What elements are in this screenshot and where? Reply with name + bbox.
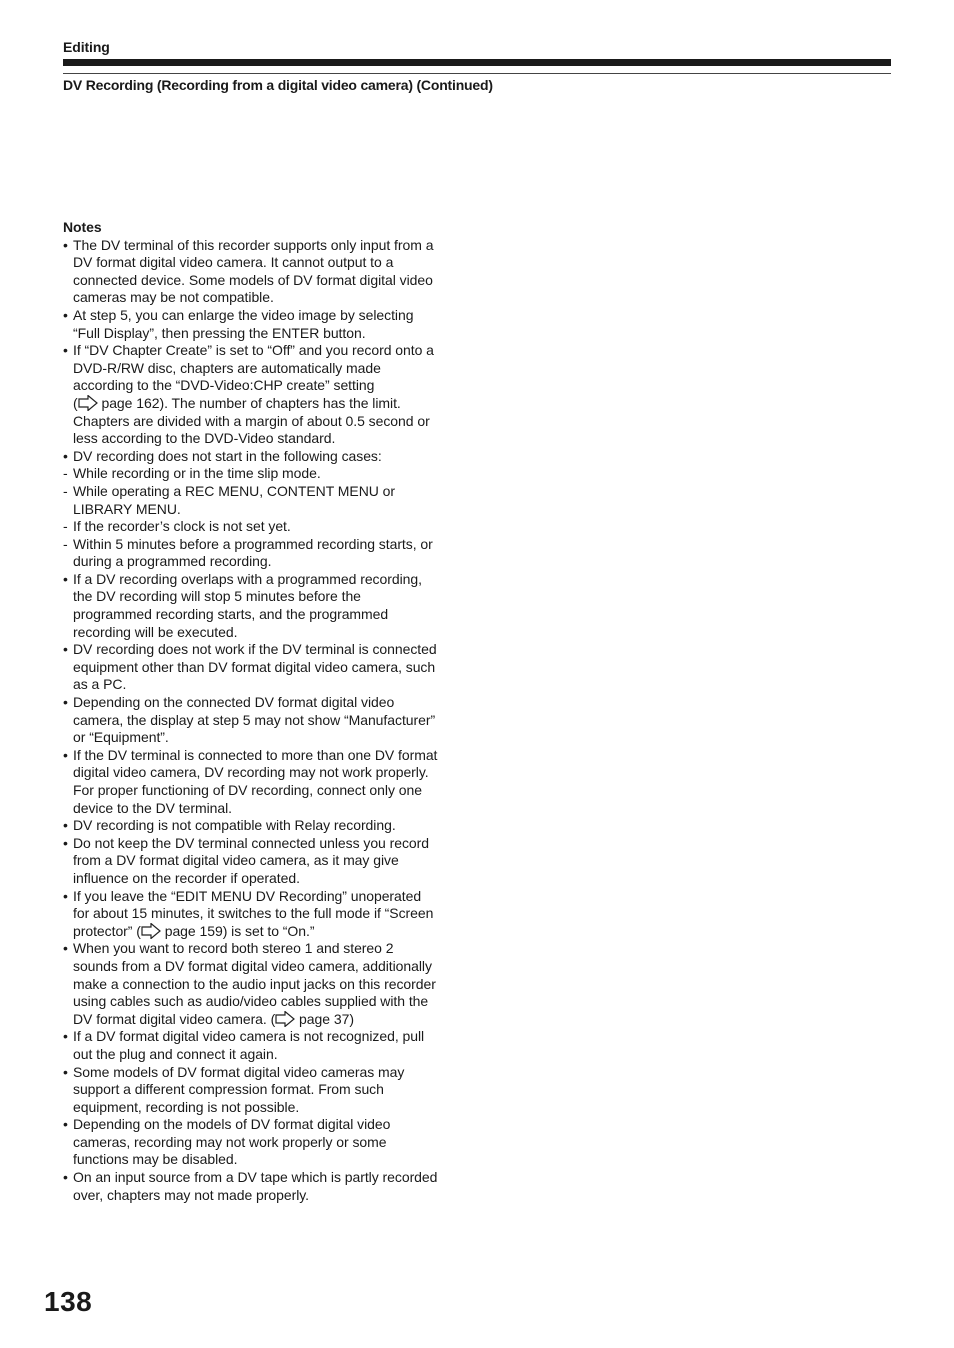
list-item — [63, 1169, 473, 1204]
list-item — [63, 571, 473, 641]
list-item — [63, 1028, 473, 1063]
note-text-part: page 37) — [295, 1010, 354, 1027]
note-text-part: If you leave the “EDIT MENU DV Recording” unoperated for about 15 minutes, it switches to the full mode if “Screen protector” ( — [73, 887, 434, 939]
bullet: • — [63, 1063, 68, 1080]
note-text: At step 5, you can enlarge the video image by selecting “Full Display”, then pressing the ENTER button. — [73, 306, 414, 341]
note-text: Do not keep the DV terminal connected unless you record from a DV format digital video camera, as it may give influence on the recorder if operated. — [73, 834, 430, 886]
note-text: Depending on the connected DV format digital video camera, the display at step 5 may not show “Manufacturer” or “Equipment”. — [73, 694, 436, 746]
bullet: • — [63, 342, 68, 359]
list-item — [63, 483, 473, 518]
note-text: If the recorder’s clock is not set yet. — [73, 518, 291, 535]
page-reference-arrow-icon — [141, 923, 161, 939]
notes-title: Notes — [63, 219, 102, 235]
note-text-part: page 159) is set to “On.” — [160, 922, 315, 939]
bullet: • — [63, 746, 68, 763]
list-item — [63, 1064, 473, 1117]
dash: - — [63, 482, 68, 499]
header-rule-thick — [63, 59, 891, 66]
bullet: • — [63, 447, 68, 464]
list-item — [63, 307, 473, 342]
bullet: • — [63, 1169, 68, 1186]
note-text: While recording or in the time slip mode. — [73, 465, 321, 482]
section-label: Editing — [63, 39, 110, 55]
bullet: • — [63, 694, 68, 711]
bullet: • — [63, 1116, 68, 1133]
list-item — [63, 237, 473, 307]
note-text: DV recording does not work if the DV terminal is connected equipment other than DV format digital video camera, such as a PC. — [73, 641, 437, 693]
note-text: While operating a REC MENU, CONTENT MENU or LIBRARY MENU. — [73, 482, 395, 517]
list-item — [63, 1116, 473, 1169]
bullet: • — [63, 1028, 68, 1045]
list-item — [63, 694, 473, 747]
list-item — [63, 518, 473, 536]
page-reference-arrow-icon — [275, 1011, 295, 1027]
page-reference-arrow-icon — [78, 395, 98, 411]
list-item — [63, 940, 473, 1028]
notes-section — [63, 219, 473, 1204]
note-text — [73, 888, 473, 941]
note-text: Depending on the models of DV format digital video cameras, recording may not work properly or some functions may be disabled. — [73, 1116, 391, 1168]
list-item — [63, 448, 473, 466]
note-text-part: page 162). The number of chapters has the limit. Chapters are divided with a margin of about 0.5 second or less according to the DVD-Video standard. — [73, 394, 430, 447]
list-item — [63, 465, 473, 483]
note-text — [73, 940, 473, 1028]
note-text: The DV terminal of this recorder supports only input from a DV format digital video camera. It cannot output to a connected device. Some models of DV format digital video cameras may be not compatible. — [73, 236, 434, 306]
bullet: • — [63, 887, 68, 904]
list-item — [63, 536, 473, 571]
bullet: • — [63, 641, 68, 658]
list-item — [63, 817, 473, 835]
list-item — [63, 747, 473, 817]
list-item — [63, 888, 473, 941]
list-item — [63, 835, 473, 888]
page-number: 138 — [44, 1286, 93, 1317]
bullet: • — [63, 236, 68, 253]
dash: - — [63, 518, 68, 535]
note-text: If a DV recording overlaps with a programmed recording, the DV recording will stop 5 minutes before the programmed recording starts, and the programmed recording will be executed. — [73, 570, 422, 640]
note-text: If the DV terminal is connected to more than one DV format digital video camera, DV recording may not work properly. For proper functioning of DV recording, connect only one device to the DV terminal. — [73, 746, 438, 816]
note-text-part: When you want to record both stereo 1 and stereo 2 sounds from a DV format digital video camera, additionally make a connection to the audio input jacks on this recorder using cables such as audio/video cables supplied with the DV format digital video camera. ( — [73, 940, 436, 1027]
bullet: • — [63, 817, 68, 834]
note-text-part: If “DV Chapter Create” is set to “Off” and you record onto a DVD-R/RW disc, chapters are automatically made according to the “DVD-Video:CHP create” setting ( — [73, 342, 434, 411]
bullet: • — [63, 570, 68, 587]
note-text: If a DV format digital video camera is not recognized, pull out the plug and connect it again. — [73, 1028, 425, 1062]
note-text — [73, 342, 473, 448]
bullet: • — [63, 306, 68, 323]
list-item — [63, 342, 473, 448]
note-text: Some models of DV format digital video cameras may support a different compression format. From such equipment, recording is not possible. — [73, 1063, 405, 1115]
dash: - — [63, 465, 68, 482]
header-rule-thin — [63, 73, 891, 74]
note-text: DV recording does not start in the following cases: — [73, 447, 382, 464]
note-text: DV recording is not compatible with Relay recording. — [73, 817, 396, 834]
bullet: • — [63, 940, 68, 957]
note-text: On an input source from a DV tape which is partly recorded over, chapters may not made properly. — [73, 1169, 438, 1203]
dash: - — [63, 535, 68, 552]
bullet: • — [63, 834, 68, 851]
note-text: Within 5 minutes before a programmed recording starts, or during a programmed recording. — [73, 535, 433, 570]
list-item — [63, 641, 473, 694]
page-heading: DV Recording (Recording from a digital video camera) (Continued) — [63, 77, 493, 93]
